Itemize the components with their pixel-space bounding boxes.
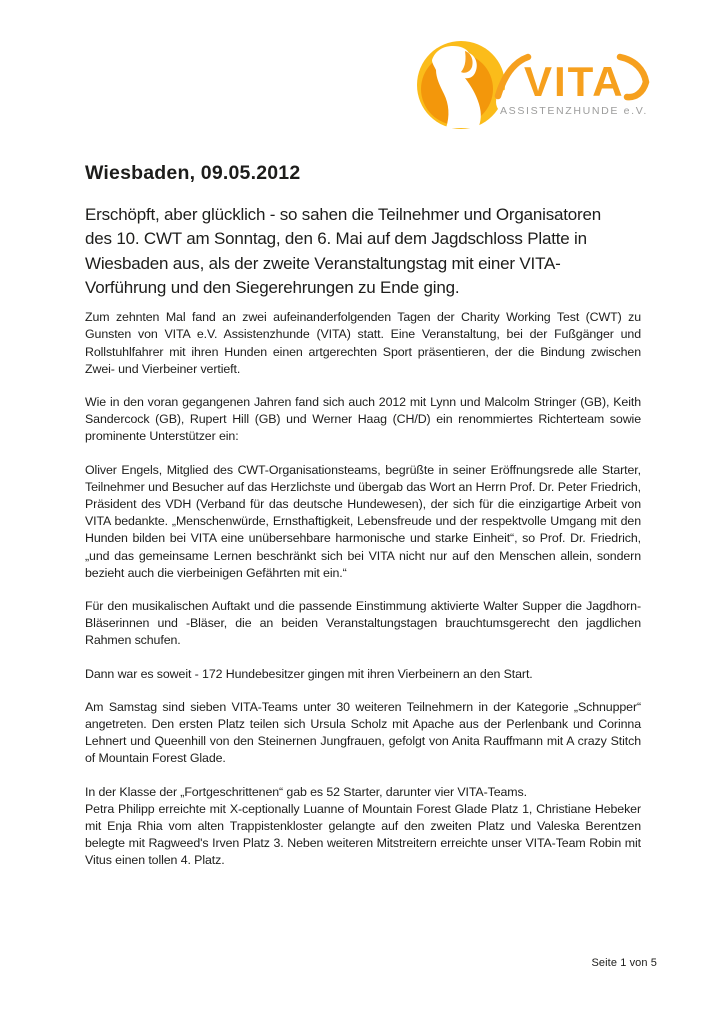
- body-paragraph-4: Für den musikalischen Auftakt und die passende Einstimmung aktivierte Walter Supper die Jagdhorn-Bläserinnen und -Bläser, die an beiden Veranstaltungstagen brauchtumsgerecht den jagdlichen Rahmen schufen.: [85, 599, 641, 648]
- body-paragraph-8: Petra Philipp erreichte mit X-ceptionally Luanne of Mountain Forest Glade Platz 1, Christiane Hebeker mit Enja Rhia vom alten Trappistenkloster gelangte auf den zweiten Platz und Valeska Berentzen belegte mit Ragweed's Irven Platz 3. Neben weiteren Mitstreitern erreichte unser VITA-Team Robin mit Vitus einen tollen 4. Platz.: [85, 801, 641, 868]
- page-number: Seite 1 von 5: [591, 957, 657, 969]
- body-paragraph-7: In der Klasse der „Fortgeschrittenen“ gab es 52 Starter, darunter vier VITA-Teams.: [85, 784, 527, 799]
- body-paragraph-5: Dann war es soweit - 172 Hundebesitzer gingen mit ihren Vierbeinern an den Start.: [85, 666, 533, 681]
- document-body: [85, 0, 641, 886]
- body-paragraph-2: Wie in den voran gegangenen Jahren fand sich auch 2012 mit Lynn und Malcolm Stringer (GB), Keith Sandercock (GB), Rupert Hill (GB) und Werner Haag (CH/D) ein renommiertes Richterteam sowie prominente Unterstützer ein:: [85, 395, 641, 444]
- logo-subtitle-text: ASSISTENZHUNDE e.V.: [500, 105, 648, 117]
- lead-paragraph: Erschöpft, aber glücklich - so sahen die Teilnehmer und Organisatoren des 10. CWT am Sonntag, den 6. Mai auf dem Jagdschloss Platte in Wiesbaden aus, als der zweite Veranstaltungstag mit einer VITA-Vorführung und den Siegerehrungen zu Ende ging.: [85, 205, 602, 297]
- body-paragraph-3: Oliver Engels, Mitglied des CWT-Organisationsteams, begrüßte in seiner Eröffnungsrede alle Starter, Teilnehmer und Besucher auf das Herzlichste und übergab das Wort an Herrn Prof. Dr. Peter Friedrich, Präsident des VDH (Verband für das deutsche Hundewesen), der sich für die einzigartige Arbeit von VITA bedankte. „Menschenwürde, Ernsthaftigkeit, Lebensfreude und der respektvolle Umgang mit den Hunden bilden bei VITA eine unübersehbare harmonische und starke Einheit“, so Prof. Dr. Friedrich, „und das gemeinsame Lernen beschränkt sich bei VITA nicht nur auf den Menschen allein, sondern bezieht auch die vierbeinigen Gefährten mit ein.“: [85, 462, 641, 580]
- body-paragraph-6: Am Samstag sind sieben VITA-Teams unter 30 weiteren Teilnehmern in der Kategorie „Schnupper“ angetreten. Den ersten Platz teilen sich Ursula Scholz mit Apache aus der Perlenbank und Corinna Lehnert und Queenhill von den Steinernen Jungfrauen, gefolgt von Anita Rauffmann mit A crazy Stitch of Mountain Forest Glade.: [85, 699, 641, 766]
- date-heading: Wiesbaden, 09.05.2012: [85, 162, 301, 184]
- body-paragraph-1: Zum zehnten Mal fand an zwei aufeinanderfolgenden Tagen der Charity Working Test (CWT) zu Gunsten von VITA e.V. Assistenzhunde (VITA) statt. Eine Veranstaltung, bei der Fußgänger und Rollstuhlfahrer mit ihren Hunden einen artgerechten Sport präsentieren, der die Bindung zwischen Zwei- und Vierbeiner vertieft.: [85, 310, 641, 376]
- logo-brand-text: VITA: [524, 58, 625, 105]
